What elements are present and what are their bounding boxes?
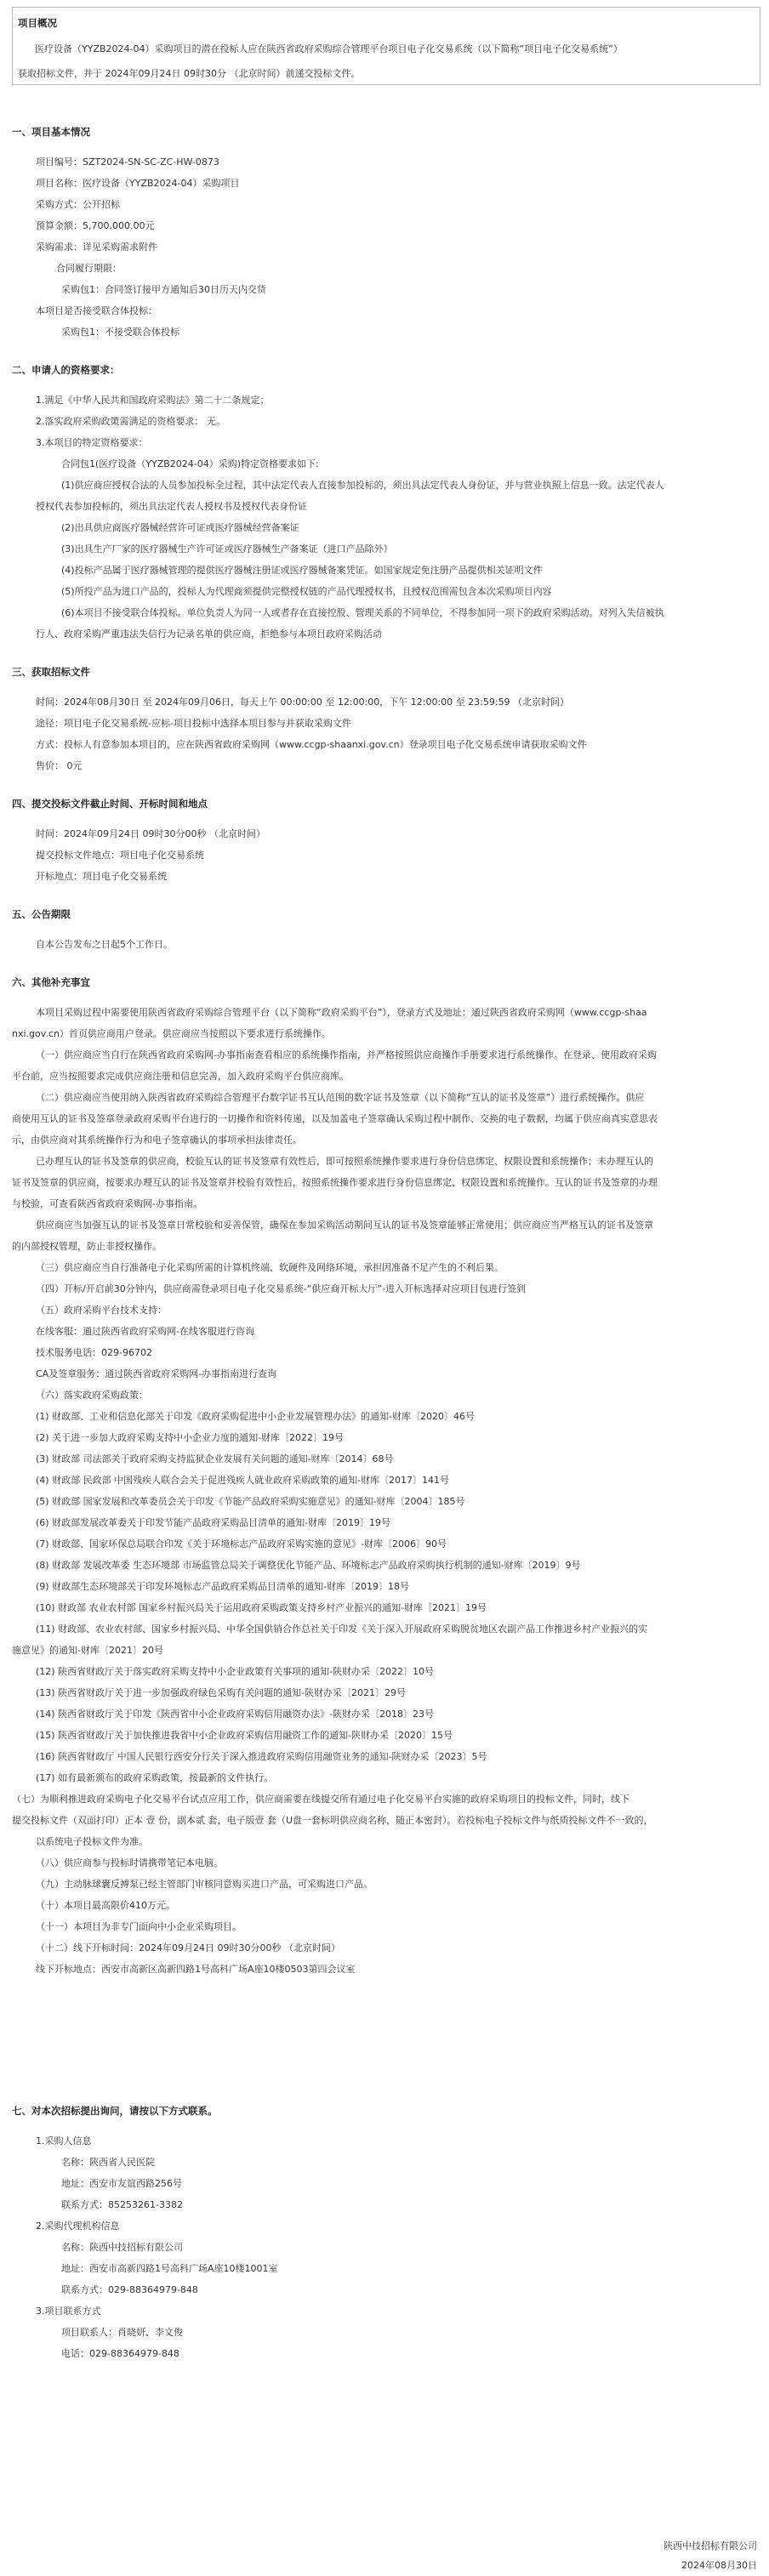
section-text: 售价： 0元 [36,760,83,771]
paragraph-line: 施意见》的通知-财库〔2021〕20号 [12,1645,163,1656]
contact-group-title: 1.采购人信息 [36,2135,92,2147]
paragraph-line: （二）供应商应当使用纳入陕西省政府采购综合管理平台数字证书互认范围的数字证书及签章（以下简称“互认的证书及签章”）进行系统操作。供应 [36,1092,645,1103]
paragraph-line: (10) 财政部 农业农村部 国家乡村振兴局关于运用政府采购政策支持乡村产业振兴的通知-财库〔2021〕19号 [36,1602,487,1613]
paragraph-line: 的内部授权管理，防止非授权操作。 [12,1241,162,1252]
contact-line: 联系方式：85253261-3382 [61,2199,183,2210]
section-heading: 五、公告期限 [12,908,71,920]
paragraph-line: (15) 陕西省财政厅关于加快推进我省中小企业政府采购信用融资工作的通知-陕财办采〔2020〕15号 [36,1730,453,1741]
paragraph-line: 技术服务电话：029-96702 [36,1347,152,1358]
paragraph-line: （一）供应商应当自行在陕西省政府采购网-办事指南查看相应的系统操作指南，并严格按照供应商操作手册要求进行系统操作。在登录、使用政府采购 [36,1049,657,1061]
section-text: 时间：2024年09月24日 09时30分00秒 （北京时间） [36,828,265,839]
section-text: 2.落实政府采购政策需满足的资格要求： 无。 [36,416,225,427]
paragraph-line: （三）供应商应当自行准备电子化采购所需的计算机终端、软硬件及网络环境，承担因准备不足产生的不利后果。 [36,1262,504,1273]
paragraph-line: 在线客服：通过陕西省政府采购网-在线客服进行咨询 [36,1326,254,1337]
paragraph-line: (9) 财政部生态环境部关于印发环境标志产品政府采购品目清单的通知-财库〔2019〕18号 [36,1581,410,1592]
section-heading: 二、申请人的资格要求： [12,364,120,376]
requirement-line: (4)投标产品属于医疗器械管理的提供医疗器械注册证或医疗器械备案凭证。如国家规定免注册产品提供相关证明文件 [61,565,543,576]
section-text: 预算金额：5,700,000.00元 [36,220,155,231]
paragraph-line: 与校验，可查看陕西省政府采购网-办事指南。 [12,1198,202,1209]
paragraph-line: （十二）线下开标时间：2024年09月24日 09时30分00秒 （北京时间） [36,1942,340,1953]
section-text: 3.本项目的特定资格要求： [36,437,148,448]
paragraph-line: 平台前，应当按照要求完成供应商注册和信息完善，加入政府采购平台供应商库。 [12,1071,349,1082]
section-text: 方式：投标人有意参加本项目的，应在陕西省政府采购网（www.ccgp-shaanxi.gov.cn）登录项目电子化交易系统申请获取采购文件 [36,739,587,750]
contact-group-title: 3.项目联系方式 [36,2306,101,2317]
paragraph-line: (13) 陕西省财政厅关于进一步加强政府绿色采购有关问题的通知-陕财办采〔2021〕29号 [36,1687,407,1698]
contact-line: 电话：029-88364979-848 [61,2348,179,2359]
paragraph-line: 已办理互认的证书及签章的供应商，校验互认的证书及签章有效性后，即可按照系统操作要求进行身份信息绑定、权限设置和系统操作；未办理互认的 [36,1156,653,1167]
paragraph-line: (7) 财政部、国家环保总局联合印发《关于环境标志产品政府采购实施的意见》-财库〔2006〕90号 [36,1538,447,1550]
paragraph-line: 提交投标文件（双面打印）正本 壹 份，副本贰 套，电子版壹 套（U盘一套标明供应商名称，随正本密封）。若投标电子投标文件与纸质投标文件不一致的， [12,1815,653,1826]
section-text: 途径：项目电子化交易系统-应标-项目投标中选择本项目参与并获取采购文件 [36,718,351,729]
paragraph-line: (16) 陕西省财政厅 中国人民银行西安分行关于深入推进政府采购信用融资业务的通知-陕财办采〔2023〕5号 [36,1751,487,1762]
paragraph-line: （四）开标/开启前30分钟内，供应商需登录项目电子化交易系统-“供应商开标大厅”-进入开标选择对应项目包进行签到 [36,1283,527,1294]
paragraph-line: 商使用互认的证书及签章登录政府采购平台进行的一切操作和资料传递，以及加盖电子签章确认采购过程中制作、交换的电子数据，均属于供应商真实意思表 [12,1113,658,1124]
overview-title: 项目概况 [18,17,57,29]
section-text: 本项目是否接受联合体投标： [36,305,157,316]
section-text: 自本公告发布之日起5个工作日。 [36,939,173,950]
contact-group-title: 2.采购代理机构信息 [36,2221,120,2232]
requirement-line: (5)所投产品为进口产品的，投标人为代理商须提供完整授权链的产品代理授权书，且授权范围需包含本次采购项目内容 [61,586,552,597]
overview-box [12,7,760,85]
paragraph-line: （五）政府采购平台技术支持： [36,1305,167,1316]
paragraph-line: (3) 财政部 司法部关于政府采购支持监狱企业发展有关问题的通知-财库〔2014〕68号 [36,1453,394,1464]
paragraph-line: 线下开标地点：西安市高新区高新四路1号高科广场A座10楼0503第四会议室 [36,1964,356,1975]
paragraph-line: (6) 财政部发展改革委关于印发节能产品政府采购品目清单的通知-财库〔2019〕19号 [36,1517,391,1528]
paragraph-line: CA及签章服务：通过陕西省政府采购网-办事指南进行查询 [36,1368,277,1379]
paragraph-line: (17) 如有最新颁布的政府采购政策，按最新的文件执行。 [36,1772,274,1783]
paragraph-line: (12) 陕西省财政厅关于落实政府采购支持中小企业政策有关事项的通知-陕财办采〔2022〕10号 [36,1666,435,1677]
contact-line: 项目联系人：肖晓妍、李文俊 [61,2327,183,2338]
requirement-line: (3)出具生产厂家的医疗器械生产许可证或医疗器械生产备案证（进口产品除外） [61,543,393,554]
signature-org: 陕西中技招标有限公司 [664,2540,757,2551]
section-text: 合同包1(医疗设备（YYZB2024-04）采购)特定资格要求如下: [61,458,319,469]
paragraph-line: (1) 财政部、工业和信息化部关于印发《政府采购促进中小企业发展管理办法》的通知-财库〔2020〕46号 [36,1411,476,1422]
contact-line: 名称：陕西省人民医院 [61,2157,155,2168]
section-heading: 一、项目基本情况 [12,126,90,138]
paragraph-line: 本项目采购过程中需要使用陕西省政府采购综合管理平台（以下简称“政府采购平台”），登录方式及地址：通过陕西省政府采购网（www.ccgp-shaa [36,1007,647,1018]
section-text: 开标地点：项目电子化交易系统 [36,871,167,882]
section-text: 采购方式：公开招标 [36,199,120,210]
paragraph-line: nxi.gov.cn）首页供应商用户登录。供应商应当按照以下要求进行系统操作。 [12,1028,331,1039]
section-text: 1.满足《中华人民共和国政府采购法》第二十二条规定； [36,395,270,406]
paragraph-line: （十一）本项目为非专门面向中小企业采购项目。 [36,1921,242,1932]
section-heading: 三、获取招标文件 [12,666,90,678]
section-text: 时间：2024年08月30日 至 2024年09月06日，每天上午 00:00:00 至 12:00:00，下午 12:00:00 至 23:59:59 （北京时间） [36,697,570,708]
paragraph-line: （十）本项目最高限价410万元。 [36,1900,175,1911]
requirement-line: 行人、政府采购严重违法失信行为记录名单的供应商，拒绝参与本项目政府采购活动 [36,628,382,640]
paragraph-line: （六）落实政府采购政策： [36,1390,148,1401]
paragraph-line: 供应商应当加强互认的证书及签章日常校验和妥善保管，确保在参加采购活动期间互认的证书及签章能够正常使用；供应商应当严格互认的证书及签章 [36,1220,653,1231]
section-text: 采购包1：不接受联合体投标 [61,327,179,338]
contact-line: 地址：西安市高新四路1号高科广场A座10楼1001室 [61,2263,278,2274]
section-text: 提交投标文件地点：项目电子化交易系统 [36,850,204,861]
requirement-line: 授权代表参加投标的，须出具法定代表人授权书及授权代表身份证 [36,501,307,512]
paragraph-line: (5) 财政部 国家发展和改革委员会关于印发《节能产品政府采购实施意见》的通知-财库〔2004〕185号 [36,1496,465,1507]
contact-line: 名称：陕西中技招标有限公司 [61,2242,183,2253]
requirement-line: (6)本项目不接受联合体投标。单位负责人为同一人或者存在直接控股、管理关系的不同单位，不得参加同一项下的政府采购活动。对列入失信被执 [61,607,664,618]
paragraph-line: (14) 陕西省财政厅关于印发《陕西省中小企业政府采购信用融资办法》-陕财办采〔2018〕23号 [36,1709,435,1720]
paragraph-line: (4) 财政部 民政部 中国残疾人联合会关于促进残疾人就业政府采购政策的通知-财库〔2017〕141号 [36,1475,450,1486]
paragraph-line: （九）主动脉球囊反搏泵已经主管部门审核同意购买进口产品，可采购进口产品。 [36,1879,373,1890]
paragraph-line: (8) 财政部 发展改革委 生态环境部 市场监管总局关于调整优化节能产品、环境标志产品政府采购执行机制的通知-财库〔2019〕9号 [36,1560,581,1571]
requirement-line: (1)供应商应授权合法的人员参加投标全过程，其中法定代表人直接参加投标的，须出具法定代表人身份证，并与营业执照上信息一致。法定代表人 [61,480,664,491]
overview-line: 医疗设备（YYZB2024-04）采购项目的潜在投标人应在陕西省政府采购综合管理平台项目电子化交易系统（以下简称“项目电子化交易系统”） [35,43,623,54]
contact-line: 地址：西安市友谊西路256号 [61,2178,182,2189]
requirement-line: (2)出具供应商医疗器械经营许可证或医疗器械经营备案证 [61,522,299,533]
paragraph-line: （八）供应商参与投标时请携带笔记本电脑。 [36,1857,223,1868]
section-heading: 六、其他补充事宜 [12,976,90,988]
section-heading: 七、对本次招标提出询问，请按以下方式联系。 [12,2105,218,2117]
paragraph-line: (11) 财政部、农业农村部、国家乡村振兴局、中华全国供销合作总社关于印发《关于深入开展政府采购脱贫地区农副产品工作推进乡村产业振兴的实 [36,1624,648,1635]
paragraph-line: 证书及签章的供应商，按要求办理互认的证书及签章并校验有效性后，按照系统操作要求进行身份信息绑定、权限设置和系统操作。互认的证书及签章的办理 [12,1177,658,1188]
section-text: 采购需求：详见采购需求附件 [36,242,157,253]
paragraph-line: (2) 关于进一步加大政府采购支持中小企业力度的通知-财库〔2022〕19号 [36,1432,345,1443]
contact-line: 联系方式：029-88364979-848 [61,2284,198,2295]
section-text: 项目编号：SZT2024-SN-SC-ZC-HW-0873 [36,156,219,168]
signature-date: 2024年08月30日 [681,2560,757,2571]
section-text: 项目名称：医疗设备（YYZB2024-04）采购项目 [36,178,240,189]
section-heading: 四、提交投标文件截止时间、开标时间和地点 [12,798,208,810]
section-text: 合同履行期限： [56,263,122,274]
paragraph-line: （七）为顺利推进政府采购电子化交易平台试点应用工作，供应商需要在线提交所有通过电子化交易平台实施的政府采购项目的投标文件，同时，线下 [12,1794,629,1805]
paragraph-line: 示，由供应商对其系统操作行为和电子签章确认的事项承担法律责任。 [12,1134,302,1146]
section-text: 采购包1：合同签订接甲方通知后30日历天内交货 [61,284,266,295]
overview-line: 获取招标文件，并于 2024年09月24日 09时30分 （北京时间）前递交投标文件。 [18,68,361,79]
paragraph-line: 以系统电子投标文件为准。 [36,1836,148,1847]
